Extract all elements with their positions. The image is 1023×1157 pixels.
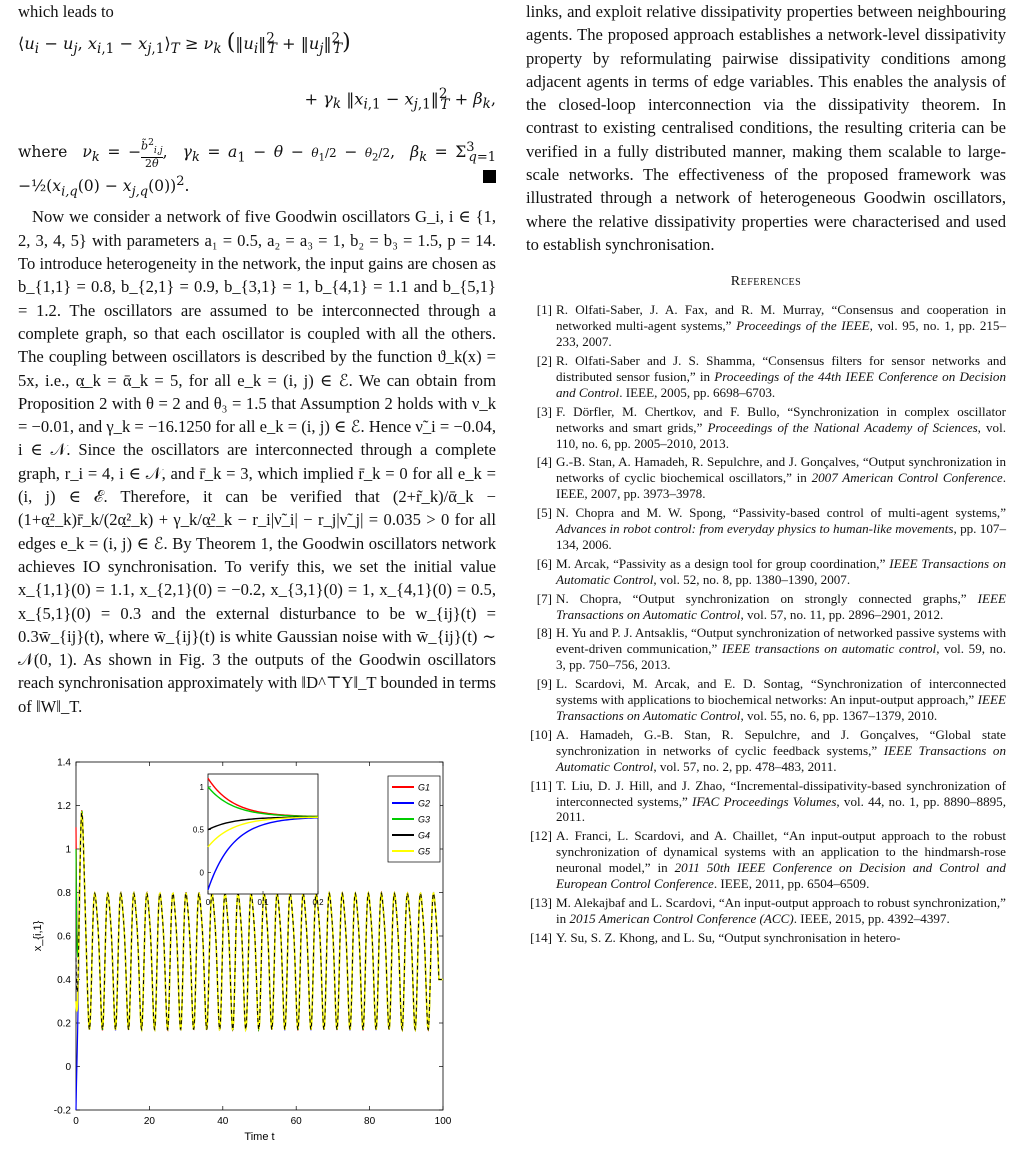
y-tick-label: 0.6 bbox=[57, 931, 71, 943]
intro-text: which leads to bbox=[18, 2, 114, 21]
main-paragraph: Now we consider a network of five Goodwin oscillators G_i, i ∈ {1, 2, 3, 4, 5} with parameters a₁ = 0.5, a₂ = a₃ = 1, b₂ = b₃ = 1.5, p = 14. To introduce heterogeneity in the network, the input gains are chosen as b_{1,1} = 0.8, b_{2,1} = 0.9, b_{3,1} = 1, b_{4,1} = 1.1 and b_{5,1} = 1.2. The oscillators are assumed to be interconnected through a complete graph, so that each oscillator is coupled with all the others. The coupling between oscillators is described by the function ϑ_k(x) = 5x, i.e., α̲_k = ᾱ_k = 5, for all e_k = (i, j) ∈ ℰ. We can obtain from Proposition 2 with θ = 2 and θ₃ = 1.5 that Assumption 2 holds with ν_k = −0.01, and γ_k = −16.1250 for all e_k = (i, j) ∈ ℰ. Hence ν̃_i = −0.04, i ∈ 𝒩. Since the oscillators are interconnected through a complete graph, r_i = 4, i ∈ 𝒩, and r̄_k = 3, which implied r̄_k = 0 for all e_k = (i, j) ∈ ℰ. Therefore, it can be verified that (2+r̃_k)/ᾱ_k − (1+α̲²_k)r̄_k/(2α̲²_k) + γ_k/α̲²_k − r_i|ν̃_i| − r_j|ν̃_j| = 0.035 > 0 for all edges e_k = (i, j) ∈ ℰ. By Theorem 1, the Goodwin oscillators network achieves IO synchronisation. To verify this, we set the initial value x_{1,1}(0) = 1.1, x_{2,1}(0) = −0.2, x_{3,1}(0) = 1, x_{4,1}(0) = 0.5, x_{5,1}(0) = 0.3 and the external disturbance to be w_{ij}(t) = 0.3w̄_{ij}(t), where w̄_{ij}(t) is white Gaussian noise with w̄_{ij}(t) ∼ 𝒩(0, 1). As shown in Fig. 3 the outputs of the Goodwin oscillators reach synchronisation approximately with ‖D^⊤Y‖_T bounded in terms of ‖W‖_T. bbox=[18, 207, 496, 716]
reference-venue: 2007 American Control Conference bbox=[811, 470, 1003, 486]
reference-text: A. Hamadeh, G.-B. Stan, R. Sepulchre, and J. Gonçalves, “Global state synchronization in networks of cyclic feedback systems,” bbox=[556, 726, 1006, 758]
reference-details: , vol. 110, no. 6, pp. 2005–2010, 2013. bbox=[556, 419, 1006, 451]
reference-text: M. Arcak, “Passivity as a design tool for group coordination,” bbox=[556, 555, 890, 571]
reference-details: , vol. 95, no. 1, pp. 215–233, 2007. bbox=[556, 318, 1007, 350]
x-axis-label: Time t bbox=[244, 1131, 275, 1143]
reference-item bbox=[526, 778, 1006, 826]
x-tick-label: 60 bbox=[290, 1116, 302, 1127]
reference-number: [7] bbox=[536, 590, 552, 606]
inset-plot-area bbox=[208, 774, 318, 894]
reference-number: [5] bbox=[536, 505, 552, 521]
equation-line-1: $⟨u_i - u_j$, $x_{i,1}$ − $x_{j,1}⟩_T \ge \nu_k$ ($‖u_i‖^2_T$ + $‖u_j‖^2_T$) bbox=[18, 30, 351, 58]
x-tick-label: 100 bbox=[434, 1116, 452, 1127]
reference-text: A. Franci, L. Scardovi, and A. Chaillet, “An input-output approach to the robust synchronization of dynamical systems with an application to the hindmarsh-rose neuronal model,” in bbox=[556, 828, 1006, 876]
inset-y-tick-label: 0 bbox=[199, 868, 204, 878]
reference-details: , vol. 57, no. 11, pp. 2896–2901, 2012. bbox=[740, 606, 944, 622]
legend-label-G2: G2 bbox=[418, 798, 431, 809]
reference-details: , vol. 59, no. 3, pp. 750–756, 2013. bbox=[556, 641, 1007, 673]
inset-x-tick-label: 0.1 bbox=[257, 898, 269, 907]
reference-details: , vol. 44, no. 1, pp. 8890–8895, 2011. bbox=[556, 793, 1006, 825]
reference-venue: IEEE Transactions on Automatic Control bbox=[556, 692, 1006, 724]
y-axis-label: x_{i,1} bbox=[32, 920, 44, 952]
reference-item bbox=[526, 404, 1006, 452]
reference-venue: 2015 American Control Conference (ACC) bbox=[569, 910, 794, 926]
inset-x-tick-label: 0.2 bbox=[312, 898, 324, 907]
reference-number: [14] bbox=[530, 929, 552, 945]
right-column bbox=[526, 0, 1006, 949]
reference-item bbox=[526, 505, 1006, 553]
inset-x-tick-label: 0 bbox=[205, 898, 211, 907]
reference-details: . IEEE, 2011, pp. 6504–6509. bbox=[713, 876, 870, 892]
reference-item bbox=[526, 353, 1006, 401]
y-tick-label: 0.8 bbox=[57, 888, 71, 899]
qed-icon bbox=[483, 170, 496, 183]
reference-number: [9] bbox=[536, 676, 552, 692]
reference-text: H. Yu and P. J. Antsaklis, “Output synchronization of networked passive systems with event-driven communication,” bbox=[556, 625, 1006, 657]
reference-text: T. Liu, D. J. Hill, and J. Zhao, “Incremental-dissipativity-based synchronization of interconnected systems,” bbox=[556, 777, 1006, 809]
x-tick-label: 40 bbox=[217, 1116, 229, 1127]
legend-label-G4: G4 bbox=[418, 830, 431, 841]
reference-text: M. Alekajbaf and L. Scardovi, “An input-output approach to robust synchronization,” in bbox=[556, 894, 1006, 926]
reference-text: R. Olfati-Saber and J. S. Shamma, “Consensus filters for sensor networks and distributed sensor fusion,” in bbox=[556, 352, 1006, 384]
where-clause: where $\nu_k$ = − $\frac{b̃^2_{i,j}}{2\theta}$ , $\gamma_k = a_1 - \theta - \theta_1/2 - \theta_2/2$, $\beta_k = \Sigma^3_{q=1}$ $-\frac{1}{2}(x_{i,q}(0) - x_{j,q}(0))^2$. bbox=[18, 136, 497, 200]
reference-item bbox=[526, 895, 1006, 927]
body-text bbox=[18, 136, 496, 718]
reference-number: [8] bbox=[536, 625, 552, 641]
reference-item bbox=[526, 676, 1006, 724]
reference-item bbox=[526, 591, 1006, 623]
conclusion-paragraph: links, and exploit relative dissipativity properties between neighbouring agents. The proposed approach establishes a network-level dissipativity property by reformulating pairwise dissipativity conditions among adjacent agents in terms of edge variables. This enables the analysis of the closed-loop interconnection via the dissipativity theorem. In contrast to existing centralised conditions, the resulting criteria can be verified in a fully distributed manner, making them scalable to large-scale networks. The effectiveness of the proposed framework was illustrated through a network of heterogeneous Goodwin oscillators, where the relative dissipativity properties were characterised and used to establish synchronisation. bbox=[526, 2, 1006, 254]
references-heading bbox=[526, 274, 1006, 290]
reference-venue: Proceedings of the National Academy of Sciences bbox=[707, 419, 978, 435]
y-tick-label: 1.2 bbox=[57, 801, 71, 812]
reference-venue: Proceedings of the 44th IEEE Conference on Decision and Control bbox=[556, 368, 1007, 400]
reference-venue: 2011 50th IEEE Conference on Decision and Control and European Control Conference bbox=[556, 860, 1006, 892]
reference-item bbox=[526, 625, 1006, 673]
x-tick-label: 0 bbox=[73, 1116, 79, 1127]
reference-number: [6] bbox=[536, 555, 552, 571]
reference-item bbox=[526, 556, 1006, 588]
y-tick-label: 1 bbox=[65, 844, 71, 856]
reference-details: . IEEE, 2007, pp. 3973–3978. bbox=[556, 470, 1006, 502]
reference-venue: IEEE Transactions on Automatic Control bbox=[556, 555, 1006, 587]
reference-details: . IEEE, 2015, pp. 4392–4397. bbox=[793, 910, 950, 926]
reference-text: Y. Su, S. Z. Khong, and L. Su, “Output synchronisation in hetero- bbox=[556, 929, 901, 945]
inset-y-tick-label: 1 bbox=[199, 782, 204, 792]
reference-details: , vol. 57, no. 2, pp. 478–483, 2011. bbox=[653, 758, 837, 774]
reference-text: R. Olfati-Saber, J. A. Fax, and R. M. Murray, “Consensus and cooperation in networked multi-agent systems,” bbox=[556, 302, 1006, 334]
reference-venue: IEEE Transactions on Automatic Control bbox=[556, 590, 1006, 622]
references-heading-text: References bbox=[730, 274, 802, 290]
y-tick-label: 0.2 bbox=[57, 1018, 71, 1030]
reference-text: F. Dörfler, M. Chertkov, and F. Bullo, “Synchronization in complex oscillator networks and smart grids,” bbox=[556, 403, 1006, 435]
legend-label-G3: G3 bbox=[418, 814, 431, 825]
reference-item bbox=[526, 828, 1006, 892]
reference-details: . IEEE, 2005, pp. 6698–6703. bbox=[619, 384, 776, 400]
legend-label-G5: G5 bbox=[418, 846, 431, 857]
reference-text: N. Chopra, “Output synchronization on strongly connected graphs,” bbox=[556, 590, 978, 606]
reference-venue: IEEE Transactions on Automatic Control bbox=[556, 742, 1006, 774]
reference-text: N. Chopra and M. W. Spong, “Passivity-based control of multi-agent systems,” bbox=[556, 505, 1006, 521]
reference-number: [1] bbox=[536, 302, 552, 318]
reference-venue: Advances in robot control: from everyday physics to human-like movements bbox=[556, 521, 954, 537]
reference-venue: IEEE transactions on automatic control bbox=[721, 641, 937, 657]
x-tick-label: 20 bbox=[143, 1116, 155, 1127]
y-tick-label: 0 bbox=[65, 1062, 71, 1073]
reference-venue: IFAC Proceedings Volumes bbox=[692, 793, 837, 809]
reference-item bbox=[526, 454, 1006, 502]
reference-number: [4] bbox=[536, 454, 552, 470]
reference-text: G.-B. Stan, A. Hamadeh, R. Sepulchre, and J. Gonçalves, “Output synchronization in networks of cyclic biochemical oscillators,” in bbox=[556, 454, 1006, 486]
y-tick-label: 0.4 bbox=[57, 975, 71, 986]
reference-venue: Proceedings of the IEEE bbox=[736, 318, 870, 334]
reference-number: [12] bbox=[530, 828, 552, 844]
reference-details: , pp. 107–134, 2006. bbox=[556, 521, 1006, 552]
reference-number: [11] bbox=[530, 777, 552, 793]
y-tick-label: 1.4 bbox=[57, 757, 71, 769]
references-list bbox=[526, 302, 1006, 945]
reference-item bbox=[526, 727, 1006, 775]
reference-item bbox=[526, 302, 1006, 350]
reference-number: [3] bbox=[536, 403, 552, 419]
reference-number: [13] bbox=[530, 894, 552, 910]
legend-label-G1: G1 bbox=[418, 782, 431, 793]
reference-details: , vol. 52, no. 8, pp. 1380–1390, 2007. bbox=[653, 571, 851, 587]
inset-y-tick-label: 0.5 bbox=[192, 825, 204, 835]
reference-item bbox=[526, 930, 1006, 946]
x-tick-label: 80 bbox=[364, 1116, 376, 1127]
reference-details: , vol. 55, no. 6, pp. 1367–1379, 2010. bbox=[740, 708, 938, 724]
reference-number: [10] bbox=[530, 726, 552, 742]
reference-text: L. Scardovi, M. Arcak, and E. D. Sontag, “Synchronization of interconnected systems with applications to biochemical networks: An input-output approach,” bbox=[556, 676, 1006, 708]
figure-3 bbox=[18, 742, 496, 1152]
equation-line-2: + $\gamma_k$ $‖x_{i,1}$ − $x_{j,1}‖^2_T + \beta_k$, bbox=[304, 86, 496, 113]
reference-number: [2] bbox=[536, 352, 552, 368]
y-tick-label: -0.2 bbox=[53, 1105, 71, 1117]
synchronisation-chart bbox=[18, 742, 496, 1152]
